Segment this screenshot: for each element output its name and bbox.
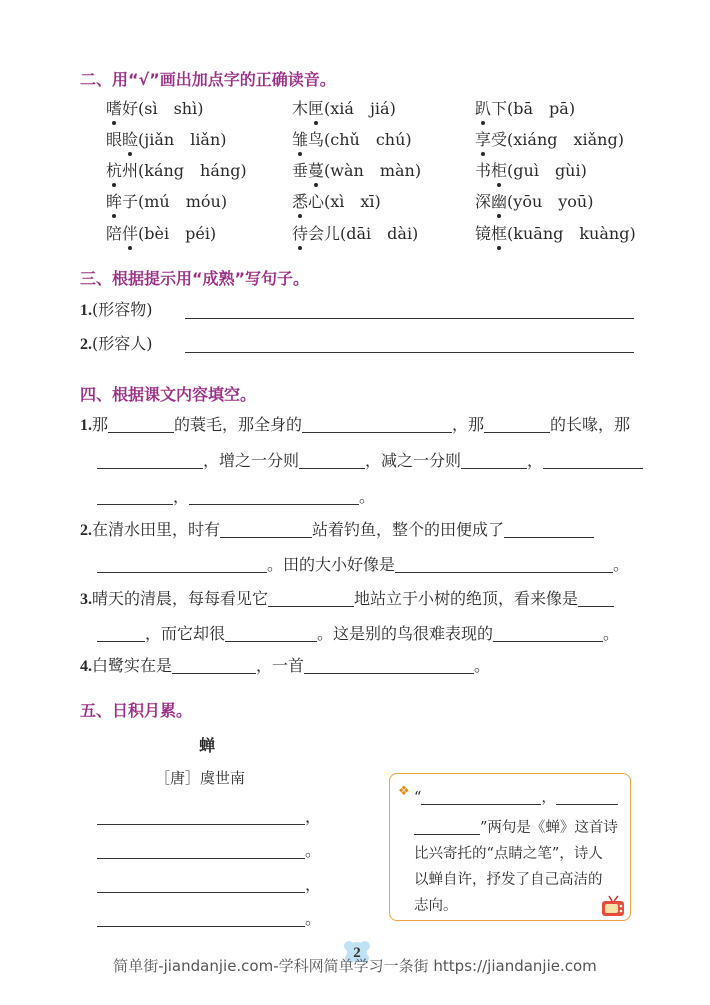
dotted-char: 蔓	[308, 161, 325, 180]
q2-line-2	[97, 554, 629, 576]
q2-text: 。	[613, 555, 630, 574]
pinyin-options: (kuāng kuàng)	[507, 224, 636, 243]
q3-text: 。这是别的鸟很难表现的	[317, 624, 494, 643]
word-text: 陪	[106, 224, 123, 243]
q3-text: 。	[603, 624, 620, 643]
punct: ，	[305, 875, 322, 894]
dotted-char: 眸	[106, 192, 123, 211]
sentence-item-2	[80, 333, 153, 356]
pinyin-item[interactable]	[292, 99, 396, 119]
tip-text: “	[414, 790, 422, 806]
q1-text: ，	[527, 451, 544, 470]
tip-line-5: 志向。	[414, 898, 458, 914]
q3-line-2	[97, 623, 619, 645]
q3-text: ，而它却很	[145, 624, 226, 643]
footer-watermark: 简单街-jiandanjie.com-学科网简单学习一条街 https://jiandanjie.com	[113, 957, 597, 975]
word-text: 垂	[292, 161, 309, 180]
word-text: 木	[292, 99, 309, 118]
item-hint: (形容人)	[92, 334, 153, 353]
blank[interactable]	[493, 623, 603, 642]
q2-number: 2.	[80, 522, 92, 539]
blank[interactable]	[97, 623, 145, 642]
pinyin-options: 受(xiáng xiǎng)	[491, 130, 624, 149]
punct: ，	[305, 807, 322, 826]
q2-line-1	[80, 519, 594, 542]
q1-line-3	[97, 486, 375, 508]
q1-text: 的蓑毛，那全身的	[174, 415, 303, 434]
dotted-char: 杭	[106, 161, 123, 180]
blank[interactable]	[302, 414, 452, 433]
pinyin-options: 会儿(dāi dài)	[308, 224, 419, 243]
poem-line-2	[97, 838, 321, 861]
q3-text: 晴天的清晨，每每看见它	[92, 589, 269, 608]
blank[interactable]	[97, 874, 305, 893]
q3-number: 3.	[80, 591, 92, 608]
pinyin-options: 州(káng háng)	[122, 161, 247, 180]
item-hint: (形容物)	[92, 300, 153, 319]
pinyin-item[interactable]	[292, 192, 381, 212]
q4-text: ，一首	[256, 656, 305, 675]
dotted-char: 柜	[491, 161, 508, 180]
item-number: 1.	[80, 302, 92, 319]
poem-author: ［唐］虞世南	[155, 769, 246, 787]
pinyin-options: (jiǎn liǎn)	[138, 130, 227, 149]
section-5-title: 五、日积月累。	[80, 701, 193, 720]
sentence-item-1	[80, 299, 153, 322]
q4-line	[80, 655, 490, 678]
q1-line-1	[80, 414, 630, 437]
poem-line-1	[97, 804, 321, 827]
q1-text: ，	[173, 487, 190, 506]
answer-line-2[interactable]	[185, 334, 634, 353]
pinyin-item[interactable]	[106, 192, 227, 212]
blank[interactable]	[556, 786, 618, 805]
pinyin-item[interactable]	[292, 161, 421, 181]
flower-icon: ❖	[398, 784, 410, 799]
blank[interactable]	[578, 588, 614, 607]
dotted-char: 伴	[122, 224, 139, 243]
tip-box	[389, 773, 631, 921]
pinyin-item[interactable]	[106, 161, 247, 181]
word-text: 深	[475, 192, 492, 211]
blank[interactable]	[268, 588, 354, 607]
dotted-char: 享	[475, 130, 492, 149]
blank[interactable]	[220, 519, 312, 538]
q1-text: 的长喙，那	[550, 415, 631, 434]
q1-text: ，减之一分则	[365, 451, 462, 470]
tip-line-3: 比兴寄托的“点睛之笔”，诗人	[414, 846, 603, 862]
pinyin-options: (guì gùi)	[507, 161, 587, 180]
blank[interactable]	[97, 450, 203, 469]
tip-line-4: 以蝉自许，抒发了自己高洁的	[414, 872, 603, 888]
q2-text: 站着钓鱼，整个的田便成了	[312, 520, 505, 539]
dotted-char: 悉	[292, 192, 309, 211]
q3-line-1	[80, 588, 614, 611]
pinyin-options: (bèi péi)	[138, 224, 217, 243]
section-3-title: 三、根据提示用“成熟”写句子。	[80, 269, 310, 288]
q1-text: ，增之一分则	[203, 451, 300, 470]
answer-line-1[interactable]	[185, 300, 634, 319]
blank[interactable]	[97, 486, 173, 505]
pinyin-item[interactable]	[475, 99, 575, 119]
dotted-char: 待	[292, 224, 309, 243]
blank[interactable]	[414, 816, 480, 835]
tip-text: ”两句是《蝉》这首诗	[480, 820, 618, 836]
blank[interactable]	[421, 786, 541, 805]
pinyin-options: 子(mú móu)	[122, 192, 228, 211]
punct: 。	[305, 841, 322, 860]
q4-text: 白鹭实在是	[92, 656, 173, 675]
pinyin-item[interactable]	[106, 224, 216, 244]
pinyin-item[interactable]	[106, 130, 227, 150]
pinyin-options: 下(bā pā)	[491, 99, 576, 118]
blank[interactable]	[304, 655, 474, 674]
tip-text: ，	[541, 790, 556, 806]
q2-text: 。田的大小好像是	[267, 555, 396, 574]
word-text: 镜	[475, 224, 492, 243]
dotted-char: 匣	[308, 99, 325, 118]
q3-text: 地站立于小树的绝顶，看来像是	[354, 589, 579, 608]
word-text: 眼	[106, 130, 123, 149]
pinyin-item[interactable]	[475, 161, 587, 181]
poem-title: 蝉	[199, 736, 216, 755]
pinyin-item[interactable]	[292, 130, 412, 150]
page-number: 2	[353, 945, 361, 961]
dotted-char: 趴	[475, 99, 492, 118]
dotted-char: 睑	[122, 130, 139, 149]
tip-line-2	[414, 816, 618, 838]
blank[interactable]	[299, 450, 365, 469]
blank[interactable]	[461, 450, 527, 469]
pinyin-item[interactable]	[475, 192, 593, 212]
q1-text: 。	[359, 487, 376, 506]
blank[interactable]	[225, 623, 317, 642]
blank[interactable]	[172, 655, 256, 674]
dotted-char: 嗜	[106, 99, 123, 118]
pinyin-options: 心(xì xī)	[308, 192, 381, 211]
blank[interactable]	[97, 806, 305, 825]
tv-icon	[600, 894, 626, 918]
blank[interactable]	[97, 840, 305, 859]
q1-text: ，那	[452, 415, 485, 434]
blank[interactable]	[108, 414, 174, 433]
pinyin-item[interactable]	[292, 224, 418, 244]
item-number: 2.	[80, 336, 92, 353]
q2-text: 在清水田里，时有	[92, 520, 221, 539]
q4-number: 4.	[80, 658, 92, 675]
section-2-title: 二、用“√”画出加点字的正确读音。	[80, 70, 336, 89]
pinyin-options: (xiá jiá)	[324, 99, 396, 118]
punct: 。	[305, 909, 322, 928]
q1-line-2	[97, 450, 643, 472]
dotted-char: 框	[491, 224, 508, 243]
pinyin-item[interactable]	[106, 99, 203, 119]
word-text: 书	[475, 161, 492, 180]
q1-number: 1.	[80, 417, 92, 434]
blank[interactable]	[543, 450, 643, 469]
dotted-char: 雏	[292, 130, 309, 149]
poem-line-4	[97, 906, 321, 929]
pinyin-item[interactable]	[475, 224, 636, 244]
pinyin-options: 好(sì shì)	[122, 99, 204, 118]
pinyin-options: (yōu yoū)	[507, 192, 594, 211]
q4-text: 。	[474, 656, 491, 675]
pinyin-options: 鸟(chǔ chú)	[308, 130, 412, 149]
section-4-title: 四、根据课文内容填空。	[80, 385, 257, 404]
blank[interactable]	[97, 908, 305, 927]
q1-text: 那	[92, 415, 109, 434]
pinyin-options: (wàn màn)	[324, 161, 422, 180]
blank[interactable]	[395, 554, 613, 573]
blank[interactable]	[97, 554, 267, 573]
poem-line-3	[97, 872, 321, 895]
blank[interactable]	[504, 519, 594, 538]
blank[interactable]	[189, 486, 359, 505]
pinyin-item[interactable]	[475, 130, 624, 150]
blank[interactable]	[484, 414, 550, 433]
dotted-char: 幽	[491, 192, 508, 211]
tip-line-1	[414, 786, 618, 808]
